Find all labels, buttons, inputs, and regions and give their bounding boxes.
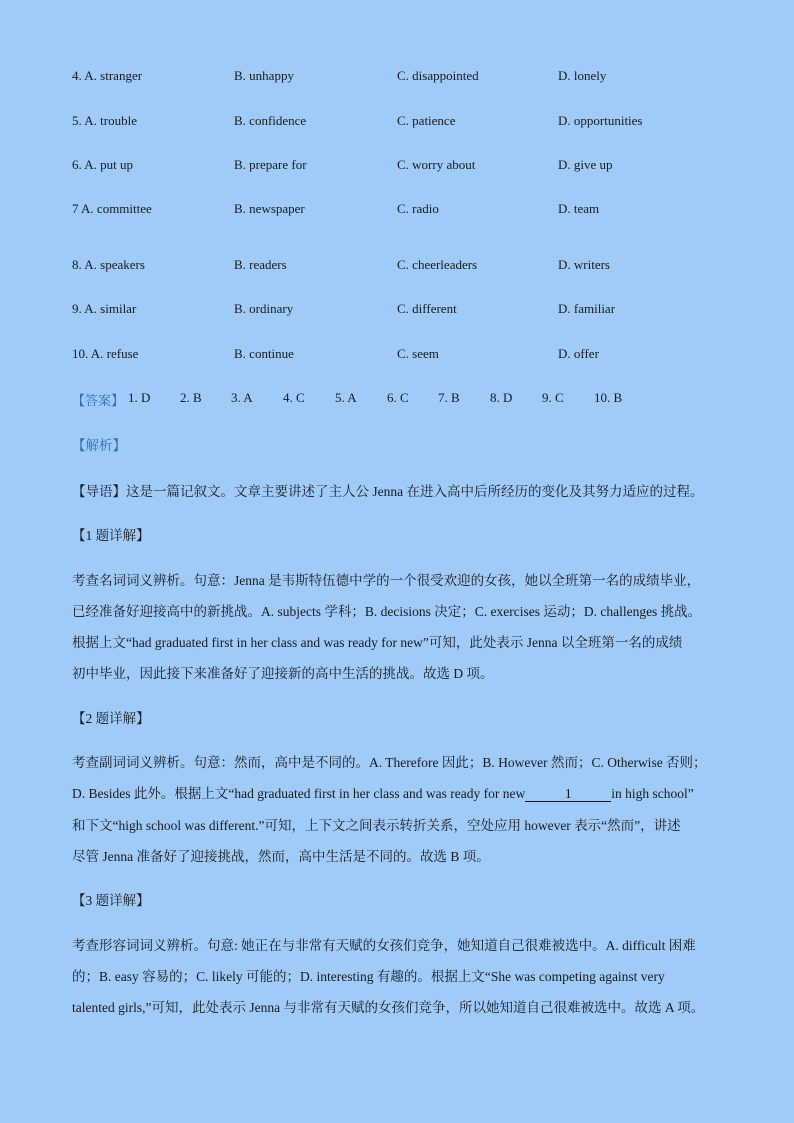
q3-line-2: 的；B. easy 容易的；C. likely 可能的；D. interesting 有趣的。根据上文“She was competing against very — [72, 969, 665, 984]
q1-line-2: 已经准备好迎接高中的新挑战。A. subjects 学科；B. decisions 决定；C. exercises 运动；D. challenges 挑战。 — [72, 604, 702, 619]
answer-item: 2. B — [180, 390, 202, 405]
analysis-label: 【解析】 — [72, 438, 126, 453]
option-row-8 — [72, 257, 772, 275]
answer-item: 8. D — [490, 390, 513, 405]
blank-number: 1 — [525, 787, 611, 802]
answer-item: 5. A — [335, 390, 357, 405]
option-a: 8. A. speakers — [72, 257, 145, 272]
option-a: 7 A. committee — [72, 201, 152, 216]
q2-line-3: 和下文“high school was different.”可知，上下文之间表示转折关系，空处应用 however 表示“然而”，讲述 — [72, 818, 681, 833]
option-b: B. prepare for — [234, 157, 307, 172]
option-a: 5. A. trouble — [72, 113, 137, 128]
option-d: D. opportunities — [558, 113, 643, 128]
q1-heading: 【1 题详解】 — [72, 528, 150, 543]
option-b: B. confidence — [234, 113, 307, 128]
option-row-9 — [72, 301, 772, 319]
q1-line-4: 初中毕业，因此接下来准备好了迎接新的高中生活的挑战。故选 D 项。 — [72, 666, 494, 681]
option-row-4 — [72, 68, 772, 86]
option-a: 6. A. put up — [72, 157, 134, 172]
option-b: B. continue — [234, 346, 294, 361]
answer-item: 1. D — [128, 390, 151, 405]
answer-key — [72, 390, 692, 408]
q2-heading: 【2 题详解】 — [72, 711, 150, 726]
option-b: B. newspaper — [234, 201, 305, 216]
q1-line-1: 考查名词词义辨析。句意：Jenna 是韦斯特伍德中学的一个很受欢迎的女孩，她以全班第一名的成绩毕业， — [72, 573, 701, 588]
option-c: C. patience — [397, 113, 456, 128]
option-a: 9. A. similar — [72, 301, 137, 316]
q2-line-4: 尽管 Jenna 准备好了迎接挑战，然而，高中生活是不同的。故选 B 项。 — [72, 849, 490, 864]
q3-heading: 【3 题详解】 — [72, 893, 150, 908]
option-row-6 — [72, 157, 772, 175]
option-c: C. cheerleaders — [397, 257, 478, 272]
option-d: D. familiar — [558, 301, 616, 316]
q2-line-2-tail: in high school” — [611, 786, 694, 801]
option-c: C. disappointed — [397, 68, 479, 83]
q2-line-1: 考查副词词义辨析。句意：然而，高中是不同的。A. Therefore 因此；B. However 然而；C. Otherwise 否则； — [72, 755, 707, 770]
q2-line-2 — [72, 782, 732, 802]
answer-item: 9. C — [542, 390, 564, 405]
option-c: C. different — [397, 301, 457, 316]
q1-line-3: 根据上文“had graduated first in her class and was ready for new”可知，此处表示 Jenna 以全班第一名的成绩 — [72, 635, 683, 650]
option-b: B. ordinary — [234, 301, 294, 316]
option-row-10 — [72, 346, 772, 364]
q3-line-1: 考查形容词词义辨析。句意: 她正在与非常有天赋的女孩们竞争，她知道自己很难被选中。A. difficult 困难 — [72, 938, 696, 953]
option-d: D. give up — [558, 157, 613, 172]
answer-item: 4. C — [283, 390, 305, 405]
option-c: C. worry about — [397, 157, 476, 172]
answer-label: 【答案】 — [72, 393, 125, 408]
option-row-7 — [72, 201, 772, 219]
answer-item: 3. A — [231, 390, 253, 405]
option-d: D. writers — [558, 257, 610, 272]
option-d: D. lonely — [558, 68, 607, 83]
answer-item: 6. C — [387, 390, 409, 405]
q2-line-2-text: D. Besides 此外。根据上文“had graduated first in her class and was ready for new — [72, 786, 526, 801]
option-a: 4. A. stranger — [72, 68, 143, 83]
answer-item: 10. B — [594, 390, 623, 405]
q3-line-3: talented girls,”可知，此处表示 Jenna 与非常有天赋的女孩们竞争，所以她知道自己很难被选中。故选 A 项。 — [72, 1000, 705, 1015]
option-b: B. readers — [234, 257, 287, 272]
option-a: 10. A. refuse — [72, 346, 139, 361]
option-d: D. offer — [558, 346, 599, 361]
option-b: B. unhappy — [234, 68, 294, 83]
option-d: D. team — [558, 201, 600, 216]
option-row-5 — [72, 113, 772, 131]
option-c: C. radio — [397, 201, 439, 216]
intro-text: 【导语】这是一篇记叙文。文章主要讲述了主人公 Jenna 在进入高中后所经历的变化及其努力适应的过程。 — [72, 484, 704, 499]
answer-item: 7. B — [438, 390, 460, 405]
option-c: C. seem — [397, 346, 439, 361]
